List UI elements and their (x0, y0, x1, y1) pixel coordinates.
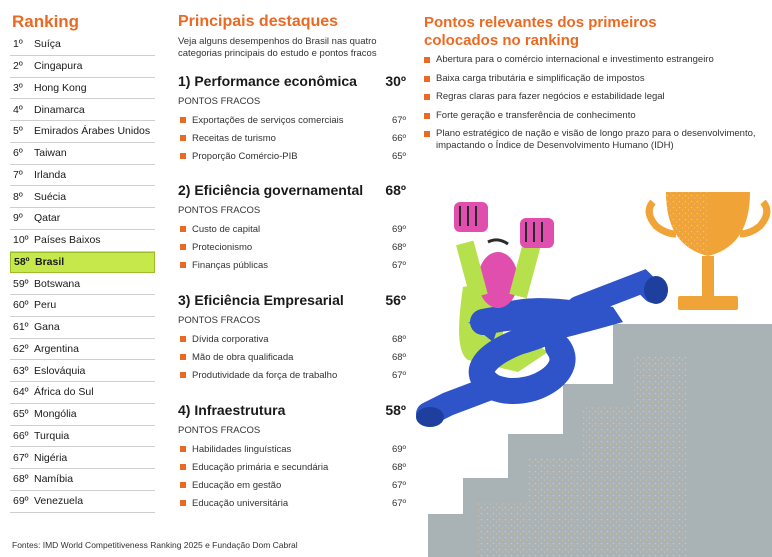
weak-point-item (178, 494, 406, 512)
weak-point-label: Mão de obra qualificada (192, 351, 294, 363)
ranking-country: Hong Kong (34, 81, 87, 94)
ranking-country: Suécia (34, 190, 67, 203)
ranking-item (10, 382, 155, 404)
weak-point-item (178, 129, 406, 147)
ranking-position: 68º (13, 473, 29, 486)
relevant-points-title: Pontos relevantes dos primeiros colocados no ranking (424, 14, 657, 49)
relevant-point-item (424, 91, 764, 103)
ranking-item (10, 339, 155, 361)
relevant-point-item (424, 110, 764, 122)
ranking-position: 10º (13, 234, 29, 247)
ranking-title: Ranking (12, 12, 80, 31)
ranking-position: 6º (13, 147, 23, 160)
bullet-square-icon (424, 131, 430, 137)
ranking-country: África do Sul (34, 386, 94, 399)
ranking-position: 59º (13, 277, 29, 290)
category-title: 2) Eficiência governamental (178, 182, 364, 198)
weak-point-label: Habilidades linguísticas (192, 443, 292, 455)
ranking-position: 67º (13, 451, 29, 464)
ranking-country: Peru (34, 299, 57, 312)
relevant-points-list (424, 54, 764, 151)
weak-point-item (178, 458, 406, 476)
bullet-square-icon (180, 117, 186, 123)
weak-point-rank: 69º (391, 223, 406, 235)
ranking-item (10, 273, 155, 295)
bullet-square-icon (424, 57, 430, 63)
ranking-item (10, 360, 155, 382)
ranking-position: 3º (13, 81, 23, 94)
category-rank: 68º (385, 182, 406, 198)
weak-point-item (178, 256, 406, 274)
ranking-item (10, 426, 155, 448)
ranking-country: Venezuela (34, 495, 84, 508)
ranking-item (10, 469, 155, 491)
weak-point-item (178, 440, 406, 458)
relevant-points-section (424, 14, 764, 158)
category-rank: 58º (385, 402, 406, 418)
ranking-item (10, 143, 155, 165)
ranking-position: 65º (13, 408, 29, 421)
weak-points-list (178, 111, 406, 165)
bullet-square-icon (180, 153, 186, 159)
ranking-position: 64º (13, 386, 29, 399)
weak-point-item (178, 476, 406, 494)
ranking-country: Turquia (34, 429, 70, 442)
ranking-country: Gana (34, 321, 60, 334)
ranking-item (10, 491, 155, 513)
bullet-square-icon (180, 262, 186, 268)
bullet-square-icon (424, 113, 430, 119)
weak-point-label: Proporção Comércio-PIB (192, 150, 298, 162)
weak-point-label: Receitas de turismo (192, 132, 276, 144)
ranking-item (10, 78, 155, 100)
relevant-point-text: Plano estratégico de nação e visão de longo prazo para o desenvolvimento, impactando o Índice de Desenvolvimento Humano (IDH) (436, 128, 756, 151)
weak-point-rank: 68º (391, 241, 406, 253)
weak-points-label: PONTOS FRACOS (178, 315, 261, 326)
ranking-item (10, 56, 155, 78)
bullet-square-icon (424, 76, 430, 82)
ranking-country: Argentina (34, 342, 79, 355)
ranking-country: Brasil (35, 256, 65, 269)
weak-point-rank: 67º (391, 114, 406, 126)
category-title: 1) Performance econômica (178, 73, 357, 89)
bullet-square-icon (424, 94, 430, 100)
ranking-country: Países Baixos (34, 234, 101, 247)
bullet-square-icon (180, 354, 186, 360)
highlights-intro: Veja alguns desempenhos do Brasil nas quatro categorias principais do estudo e pontos fracos (178, 36, 377, 59)
ranking-position: 60º (13, 299, 29, 312)
ranking-country: Suíça (34, 38, 61, 51)
ranking-position: 9º (13, 212, 23, 225)
ranking-country: Nigéria (34, 451, 68, 464)
weak-point-item (178, 330, 406, 348)
bullet-square-icon (180, 500, 186, 506)
ranking-position: 62º (13, 342, 29, 355)
weak-points-label: PONTOS FRACOS (178, 96, 261, 107)
weak-point-item (178, 220, 406, 238)
weak-point-rank: 69º (391, 443, 406, 455)
relevant-point-text: Regras claras para fazer negócios e estabilidade legal (436, 91, 665, 102)
ranking-country: Taiwan (34, 147, 67, 160)
weak-points-label: PONTOS FRACOS (178, 425, 261, 436)
relevant-point-item (424, 73, 764, 85)
weak-point-item (178, 147, 406, 165)
bullet-square-icon (180, 372, 186, 378)
weak-point-label: Protecionismo (192, 241, 253, 253)
weak-points-list (178, 220, 406, 274)
category-block (178, 72, 406, 165)
category-block (178, 401, 406, 512)
weak-point-rank: 65º (391, 150, 406, 162)
bullet-square-icon (180, 244, 186, 250)
ranking-position: 8º (13, 190, 23, 203)
ranking-country: Dinamarca (34, 103, 85, 116)
bullet-square-icon (180, 482, 186, 488)
category-block (178, 181, 406, 274)
source-footer: Fontes: IMD World Competitiveness Ranking 2025 e Fundação Dom Cabral (12, 540, 298, 550)
weak-point-item (178, 238, 406, 256)
weak-point-item (178, 366, 406, 384)
ranking-item (10, 317, 155, 339)
highlights-title: Principais destaques (178, 13, 339, 30)
category-title: 4) Infraestrutura (178, 402, 286, 418)
highlights-section (178, 10, 406, 509)
ranking-position: 58º (14, 256, 30, 269)
ranking-country: Mongólia (34, 408, 77, 421)
ranking-item (10, 447, 155, 469)
weak-points-list (178, 330, 406, 384)
ranking-country: Namíbia (34, 473, 74, 486)
ranking-item-highlighted (10, 252, 155, 274)
bullet-square-icon (180, 464, 186, 470)
weak-point-label: Dívida corporativa (192, 333, 269, 345)
ranking-position: 7º (13, 168, 23, 181)
weak-point-label: Finanças públicas (192, 259, 269, 271)
weak-point-label: Educação em gestão (192, 479, 282, 491)
ranking-country: Emirados Árabes Unidos (34, 125, 151, 138)
bullet-square-icon (180, 135, 186, 141)
weak-point-rank: 68º (391, 351, 406, 363)
ranking-position: 1º (13, 38, 23, 51)
weak-point-rank: 68º (391, 461, 406, 473)
weak-point-item (178, 111, 406, 129)
weak-point-label: Exportações de serviços comerciais (192, 114, 344, 126)
category-rank: 30º (385, 73, 406, 89)
ranking-country: Qatar (34, 212, 61, 225)
ranking-position: 2º (13, 60, 23, 73)
ranking-list (10, 34, 155, 513)
weak-point-label: Educação universitária (192, 497, 289, 509)
weak-point-rank: 67º (391, 369, 406, 381)
bullet-square-icon (180, 446, 186, 452)
relevant-point-item (424, 54, 764, 66)
ranking-position: 66º (13, 429, 29, 442)
weak-point-label: Custo de capital (192, 223, 261, 235)
ranking-country: Botswana (34, 277, 81, 290)
category-rank: 56º (385, 292, 406, 308)
relevant-point-text: Forte geração e transferência de conhecimento (436, 109, 636, 121)
weak-points-label: PONTOS FRACOS (178, 205, 261, 216)
ranking-country: Irlanda (34, 168, 67, 181)
weak-point-item (178, 348, 406, 366)
stairs-illustration (408, 182, 772, 557)
category-title: 3) Eficiência Empresarial (178, 292, 344, 308)
ranking-item (10, 295, 155, 317)
ranking-position: 5º (13, 125, 23, 138)
ranking-country: Eslováquia (34, 364, 86, 377)
ranking-item (10, 165, 155, 187)
weak-point-label: Educação primária e secundária (192, 461, 329, 473)
relevant-point-text: Baixa carga tributária e simplificação de impostos (436, 72, 645, 84)
ranking-country: Cingapura (34, 60, 83, 73)
ranking-item (10, 186, 155, 208)
weak-point-rank: 68º (391, 333, 406, 345)
bullet-square-icon (180, 336, 186, 342)
ranking-position: 61º (13, 321, 29, 334)
ranking-position: 4º (13, 103, 23, 116)
ranking-item (10, 34, 155, 56)
ranking-section (10, 10, 155, 513)
weak-point-label: Produtividade da força de trabalho (192, 369, 338, 381)
weak-point-rank: 67º (391, 497, 406, 509)
ranking-item (10, 404, 155, 426)
ranking-item (10, 99, 155, 121)
weak-point-rank: 67º (391, 479, 406, 491)
ranking-item (10, 121, 155, 143)
relevant-point-item (424, 128, 764, 151)
ranking-item (10, 230, 155, 252)
relevant-point-text: Abertura para o comércio internacional e investimento estrangeiro (436, 54, 714, 65)
weak-point-rank: 67º (391, 259, 406, 271)
weak-point-rank: 66º (391, 132, 406, 144)
category-block (178, 291, 406, 384)
ranking-position: 63º (13, 364, 29, 377)
ranking-position: 69º (13, 495, 29, 508)
weak-points-list (178, 440, 406, 512)
ranking-item (10, 208, 155, 230)
bullet-square-icon (180, 226, 186, 232)
